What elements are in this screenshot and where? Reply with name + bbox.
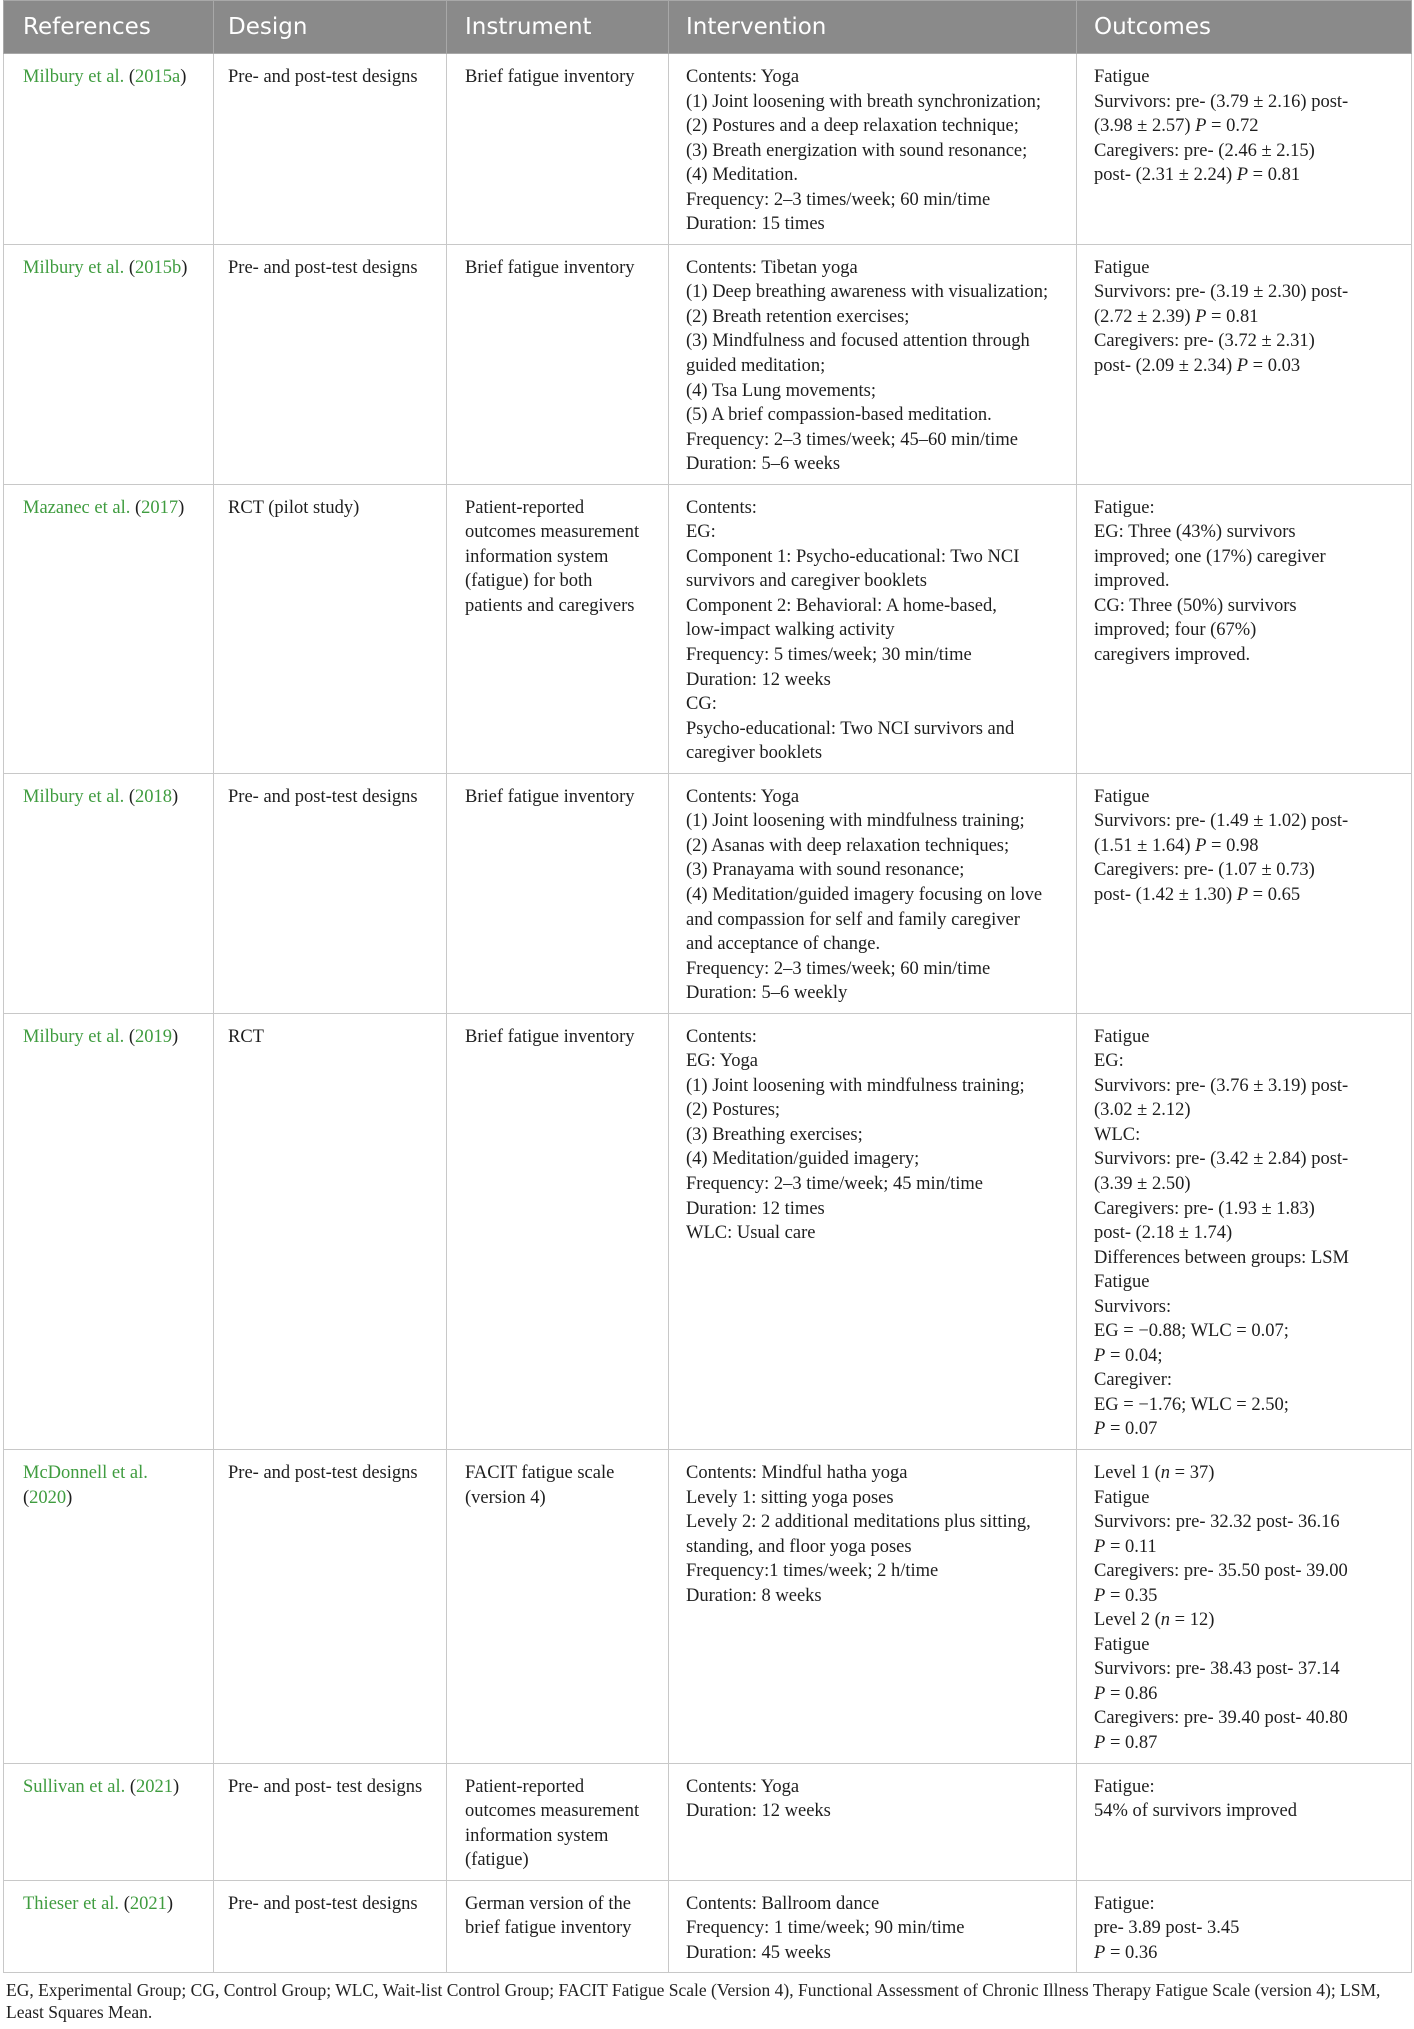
table-row	[4, 54, 1412, 245]
intervention-line: CG:	[686, 694, 717, 715]
intervention-line: guided meditation;	[686, 356, 826, 377]
table-row	[4, 1013, 1412, 1449]
intervention-line: Contents: Ballroom dance	[686, 1893, 880, 1914]
outcomes-line: Level 2 (n = 12)	[1094, 1610, 1215, 1631]
intervention-line: (1) Deep breathing awareness with visualization;	[686, 282, 1049, 303]
outcomes-line: Fatigue	[1094, 1487, 1150, 1508]
outcomes-line: improved; four (67%)	[1094, 620, 1257, 641]
cell-intervention	[669, 1013, 1077, 1449]
intervention-line: Duration: 5–6 weekly	[686, 983, 848, 1004]
cell-reference	[4, 54, 214, 245]
instrument-line: German version of the	[465, 1893, 631, 1914]
reference-author-link[interactable]: Milbury et al.	[23, 257, 125, 278]
instrument-line: patients and caregivers	[465, 595, 635, 616]
intervention-line: (3) Pranayama with sound resonance;	[686, 860, 965, 881]
reference-year-link[interactable]: 2019	[135, 1026, 173, 1047]
outcomes-line: Fatigue	[1094, 1272, 1150, 1293]
instrument-line: information system	[465, 1825, 609, 1846]
design-line: RCT (pilot study)	[228, 497, 360, 518]
outcomes-line: CG: Three (50%) survivors	[1094, 595, 1297, 616]
instrument-line: Brief fatigue inventory	[465, 257, 635, 278]
reference-year-link[interactable]: 2021	[136, 1776, 174, 1797]
cell-intervention	[669, 1880, 1077, 1973]
intervention-line: (3) Mindfulness and focused attention through	[686, 331, 1030, 352]
cell-design	[214, 54, 447, 245]
outcomes-line: Caregivers: pre- (1.07 ± 0.73)	[1094, 860, 1315, 881]
instrument-line: (fatigue) for both	[465, 571, 593, 592]
cell-intervention	[669, 1763, 1077, 1880]
intervention-line: (4) Meditation/guided imagery;	[686, 1149, 920, 1170]
column-header-references: References	[4, 1, 214, 54]
outcomes-line: post- (2.31 ± 2.24) P = 0.81	[1094, 165, 1301, 186]
intervention-line: (5) A brief compassion-based meditation.	[686, 405, 992, 426]
reference-year-link[interactable]: 2021	[129, 1893, 167, 1914]
statistic-symbol: n	[1160, 1462, 1171, 1483]
cell-instrument	[447, 1449, 669, 1763]
cell-outcomes	[1077, 484, 1412, 773]
intervention-line: (2) Postures and a deep relaxation technique;	[686, 116, 1019, 137]
reference-year-link[interactable]: 2015a	[135, 67, 181, 87]
outcomes-line: Fatigue	[1094, 67, 1150, 87]
intervention-line: Levely 2: 2 additional meditations plus sitting,	[686, 1512, 1031, 1533]
instrument-line: Patient-reported	[465, 497, 585, 518]
footnote-line: Least Squares Mean.	[6, 2002, 153, 2023]
table-row	[4, 1763, 1412, 1880]
outcomes-line: Level 1 (n = 37)	[1094, 1462, 1215, 1483]
outcomes-line: P = 0.35	[1094, 1585, 1158, 1606]
cell-outcomes	[1077, 1449, 1412, 1763]
cell-outcomes	[1077, 1013, 1412, 1449]
outcomes-line: 54% of survivors improved	[1094, 1801, 1297, 1822]
outcomes-line: improved.	[1094, 571, 1170, 592]
intervention-line: Frequency: 2–3 times/week; 45–60 min/time	[686, 429, 1018, 450]
intervention-line: Frequency: 2–3 times/week; 60 min/time	[686, 189, 991, 210]
cell-reference	[4, 1763, 214, 1880]
cell-outcomes	[1077, 244, 1412, 484]
cell-instrument	[447, 1013, 669, 1449]
reference-year: (2021)	[129, 1776, 180, 1797]
outcomes-line: caregivers improved.	[1094, 645, 1251, 666]
intervention-line: Frequency:1 times/week; 2 h/time	[686, 1561, 939, 1582]
intervention-line: (3) Breath energization with sound resonance;	[686, 140, 1028, 161]
intervention-line: Levely 1: sitting yoga poses	[686, 1487, 894, 1508]
outcomes-line: Differences between groups: LSM	[1094, 1247, 1349, 1268]
outcomes-line: Fatigue:	[1094, 497, 1155, 518]
cell-reference	[4, 1013, 214, 1449]
intervention-line: WLC: Usual care	[686, 1223, 816, 1244]
outcomes-line: Survivors: pre- (3.19 ± 2.30) post-	[1094, 282, 1349, 303]
statistic-symbol: P	[1094, 1683, 1106, 1704]
column-header-design: Design	[214, 1, 447, 54]
outcomes-line: (3.02 ± 2.12)	[1094, 1100, 1191, 1121]
intervention-line: Psycho-educational: Two NCI survivors and	[686, 718, 1015, 739]
intervention-line: Component 1: Psycho-educational: Two NCI	[686, 546, 1020, 567]
instrument-line: outcomes measurement	[465, 1801, 640, 1822]
reference-year: (2017)	[134, 497, 185, 518]
statistic-symbol: P	[1094, 1536, 1106, 1557]
intervention-line: Contents: Yoga	[686, 1776, 800, 1797]
table-row	[4, 244, 1412, 484]
outcomes-line: EG: Three (43%) survivors	[1094, 522, 1296, 543]
design-line: Pre- and post-test designs	[228, 1462, 418, 1483]
outcomes-line: (3.39 ± 2.50)	[1094, 1173, 1191, 1194]
outcomes-line: Survivors: pre- (3.42 ± 2.84) post-	[1094, 1149, 1349, 1170]
reference-year: (2019)	[128, 1026, 179, 1047]
footnote-line: EG, Experimental Group; CG, Control Group; WLC, Wait-list Control Group; FACIT Fatigue Scale (Version 4), Functional Assessment of Chronic Illness Therapy Fatigue Scale (version 4); LSM,	[6, 1980, 1381, 2001]
reference-author-link[interactable]: Thieser et al.	[23, 1893, 120, 1914]
reference-author-link[interactable]: Sullivan et al.	[23, 1776, 126, 1797]
intervention-line: Duration: 12 weeks	[686, 1801, 831, 1822]
instrument-line: FACIT fatigue scale	[465, 1462, 615, 1483]
reference-year: (2015a)	[128, 67, 187, 87]
table-row	[4, 1449, 1412, 1763]
statistic-symbol: P	[1094, 1942, 1106, 1963]
reference-year-link[interactable]: 2015b	[135, 257, 182, 278]
cell-instrument	[447, 1880, 669, 1973]
table-row	[4, 484, 1412, 773]
cell-intervention	[669, 773, 1077, 1013]
design-line: Pre- and post- test designs	[228, 1776, 423, 1797]
outcomes-line: P = 0.87	[1094, 1733, 1158, 1753]
outcomes-line: Caregivers: pre- (1.93 ± 1.83)	[1094, 1198, 1315, 1219]
outcomes-line: Survivors: pre- (3.76 ± 3.19) post-	[1094, 1075, 1349, 1096]
intervention-line: Component 2: Behavioral: A home-based,	[686, 595, 997, 616]
outcomes-line: P = 0.86	[1094, 1683, 1158, 1704]
intervention-line: Contents: Tibetan yoga	[686, 257, 858, 278]
cell-intervention	[669, 1449, 1077, 1763]
outcomes-line: EG = −0.88; WLC = 0.07;	[1094, 1321, 1289, 1342]
outcomes-line: post- (1.42 ± 1.30) P = 0.65	[1094, 884, 1301, 905]
outcomes-line: Caregivers: pre- (3.72 ± 2.31)	[1094, 331, 1315, 352]
outcomes-line: Fatigue	[1094, 1026, 1150, 1047]
outcomes-line: Survivors: pre- 38.43 post- 37.14	[1094, 1659, 1340, 1680]
outcomes-line: Survivors: pre- (1.49 ± 1.02) post-	[1094, 811, 1349, 832]
intervention-line: Frequency: 5 times/week; 30 min/time	[686, 645, 972, 666]
table-body	[4, 54, 1412, 1973]
reference-author-link[interactable]: McDonnell et al.	[23, 1462, 148, 1483]
cell-reference	[4, 484, 214, 773]
cell-instrument	[447, 1763, 669, 1880]
reference-year: (2015b)	[128, 257, 188, 278]
cell-instrument	[447, 54, 669, 245]
outcomes-line: Fatigue	[1094, 257, 1150, 278]
outcomes-line: post- (2.18 ± 1.74)	[1094, 1223, 1233, 1244]
outcomes-line: Survivors: pre- 32.32 post- 36.16	[1094, 1512, 1340, 1533]
cell-instrument	[447, 773, 669, 1013]
reference-author-link[interactable]: Milbury et al.	[23, 1026, 125, 1047]
intervention-line: survivors and caregiver booklets	[686, 571, 927, 592]
intervention-line: Frequency: 1 time/week; 90 min/time	[686, 1918, 965, 1939]
cell-outcomes	[1077, 1763, 1412, 1880]
column-header-instrument: Instrument	[447, 1, 669, 54]
outcomes-line: EG:	[1094, 1051, 1124, 1072]
reference-year: (2018)	[128, 786, 179, 807]
design-line: Pre- and post-test designs	[228, 1893, 418, 1914]
outcomes-line: Caregiver:	[1094, 1370, 1173, 1391]
intervention-line: Duration: 15 times	[686, 214, 825, 235]
design-line: Pre- and post-test designs	[228, 67, 418, 87]
intervention-line: (2) Postures;	[686, 1100, 781, 1121]
intervention-line: Duration: 12 weeks	[686, 669, 831, 690]
cell-reference	[4, 244, 214, 484]
studies-table	[3, 0, 1412, 1973]
statistic-symbol: P	[1094, 1345, 1106, 1366]
statistic-symbol: P	[1236, 884, 1249, 905]
outcomes-line: P = 0.11	[1094, 1536, 1157, 1557]
instrument-line: (fatigue)	[465, 1850, 529, 1871]
statistic-symbol: P	[1195, 116, 1207, 137]
statistic-symbol: n	[1160, 1610, 1171, 1631]
header-row	[4, 1, 1412, 54]
reference-year: (2021)	[123, 1893, 174, 1914]
table-row	[4, 1880, 1412, 1973]
table-footnote	[6, 1979, 1414, 2023]
instrument-line: brief fatigue inventory	[465, 1918, 632, 1939]
outcomes-line: pre- 3.89 post- 3.45	[1094, 1918, 1240, 1939]
intervention-line: Duration: 5–6 weeks	[686, 454, 841, 475]
table-row	[4, 773, 1412, 1013]
outcomes-line: (1.51 ± 1.64) P = 0.98	[1094, 835, 1259, 856]
intervention-line: Frequency: 2–3 time/week; 45 min/time	[686, 1173, 983, 1194]
cell-intervention	[669, 244, 1077, 484]
intervention-line: (2) Asanas with deep relaxation techniques;	[686, 835, 1010, 856]
cell-design	[214, 484, 447, 773]
intervention-line: Contents: Yoga	[686, 786, 800, 807]
design-line: Pre- and post-test designs	[228, 257, 418, 278]
instrument-line: outcomes measurement	[465, 522, 640, 543]
instrument-line: (version 4)	[465, 1487, 546, 1508]
cell-reference	[4, 773, 214, 1013]
design-line: RCT	[228, 1026, 264, 1047]
cell-instrument	[447, 484, 669, 773]
cell-design	[214, 1013, 447, 1449]
outcomes-line: EG = −1.76; WLC = 2.50;	[1094, 1394, 1289, 1415]
reference-year-link[interactable]: 2017	[141, 497, 179, 518]
reference-author-link[interactable]: Milbury et al.	[23, 786, 125, 807]
outcomes-line: Survivors: pre- (3.79 ± 2.16) post-	[1094, 91, 1349, 112]
intervention-line: EG:	[686, 522, 716, 543]
statistic-symbol: P	[1094, 1419, 1106, 1440]
intervention-line: Contents:	[686, 497, 757, 518]
cell-design	[214, 1763, 447, 1880]
intervention-line: (3) Breathing exercises;	[686, 1124, 863, 1145]
design-line: Pre- and post-test designs	[228, 786, 418, 807]
intervention-line: (1) Joint loosening with breath synchronization;	[686, 91, 1042, 112]
cell-design	[214, 244, 447, 484]
intervention-line: and acceptance of change.	[686, 934, 881, 955]
cell-intervention	[669, 484, 1077, 773]
intervention-line: Contents: Mindful hatha yoga	[686, 1462, 908, 1483]
intervention-line: Frequency: 2–3 times/week; 60 min/time	[686, 958, 991, 979]
instrument-line: Brief fatigue inventory	[465, 67, 635, 87]
reference-year-link[interactable]: 2020	[29, 1487, 67, 1508]
outcomes-line: WLC:	[1094, 1124, 1141, 1145]
statistic-symbol: P	[1094, 1585, 1106, 1606]
cell-design	[214, 1449, 447, 1763]
intervention-line: (1) Joint loosening with mindfulness training;	[686, 811, 1025, 832]
cell-design	[214, 773, 447, 1013]
cell-reference	[4, 1449, 214, 1763]
outcomes-line: P = 0.07	[1094, 1419, 1158, 1440]
statistic-symbol: P	[1236, 165, 1249, 186]
outcomes-line: Caregivers: pre- (2.46 ± 2.15)	[1094, 140, 1315, 161]
intervention-line: Contents: Yoga	[686, 67, 800, 87]
outcomes-line: Fatigue	[1094, 1634, 1150, 1655]
intervention-line: EG: Yoga	[686, 1051, 758, 1072]
outcomes-line: Fatigue	[1094, 786, 1150, 807]
outcomes-line: Caregivers: pre- 39.40 post- 40.80	[1094, 1708, 1348, 1729]
intervention-line: (4) Meditation.	[686, 165, 799, 186]
statistic-symbol: P	[1094, 1733, 1106, 1753]
outcomes-line: P = 0.04;	[1094, 1345, 1163, 1366]
intervention-line: standing, and floor yoga poses	[686, 1536, 912, 1557]
outcomes-line: Caregivers: pre- 35.50 post- 39.00	[1094, 1561, 1348, 1582]
cell-reference	[4, 1880, 214, 1973]
instrument-line: Brief fatigue inventory	[465, 1026, 635, 1047]
reference-year-link[interactable]: 2018	[135, 786, 173, 807]
intervention-line: (4) Meditation/guided imagery focusing on love	[686, 884, 1043, 905]
cell-intervention	[669, 54, 1077, 245]
intervention-line: Duration: 45 weeks	[686, 1942, 831, 1963]
instrument-line: Patient-reported	[465, 1776, 585, 1797]
outcomes-line: Fatigue:	[1094, 1776, 1155, 1797]
instrument-line: Brief fatigue inventory	[465, 786, 635, 807]
intervention-line: (4) Tsa Lung movements;	[686, 380, 877, 401]
intervention-line: Duration: 8 weeks	[686, 1585, 822, 1606]
outcomes-line: (2.72 ± 2.39) P = 0.81	[1094, 306, 1259, 327]
outcomes-line: improved; one (17%) caregiver	[1094, 546, 1326, 567]
column-header-intervention: Intervention	[669, 1, 1077, 54]
outcomes-line: P = 0.36	[1094, 1942, 1158, 1963]
statistic-symbol: P	[1195, 306, 1207, 327]
intervention-line: caregiver booklets	[686, 743, 823, 764]
table-header	[4, 1, 1412, 54]
cell-outcomes	[1077, 1880, 1412, 1973]
outcomes-line: (3.98 ± 2.57) P = 0.72	[1094, 116, 1259, 137]
instrument-line: information system	[465, 546, 609, 567]
reference-author-link[interactable]: Milbury et al.	[23, 67, 125, 87]
cell-design	[214, 1880, 447, 1973]
cell-outcomes	[1077, 773, 1412, 1013]
reference-year: (2020)	[23, 1487, 73, 1508]
intervention-line: Contents:	[686, 1026, 757, 1047]
statistic-symbol: P	[1195, 835, 1207, 856]
statistic-symbol: P	[1236, 356, 1249, 377]
intervention-line: (1) Joint loosening with mindfulness training;	[686, 1075, 1025, 1096]
intervention-line: and compassion for self and family caregiver	[686, 909, 1020, 930]
cell-instrument	[447, 244, 669, 484]
reference-author-link[interactable]: Mazanec et al.	[23, 497, 131, 518]
column-header-outcomes: Outcomes	[1077, 1, 1412, 54]
outcomes-line: Survivors:	[1094, 1296, 1172, 1317]
intervention-line: low-impact walking activity	[686, 620, 895, 641]
outcomes-line: post- (2.09 ± 2.34) P = 0.03	[1094, 356, 1301, 377]
intervention-line: Duration: 12 times	[686, 1198, 825, 1219]
cell-outcomes	[1077, 54, 1412, 245]
outcomes-line: Fatigue:	[1094, 1893, 1155, 1914]
intervention-line: (2) Breath retention exercises;	[686, 306, 910, 327]
